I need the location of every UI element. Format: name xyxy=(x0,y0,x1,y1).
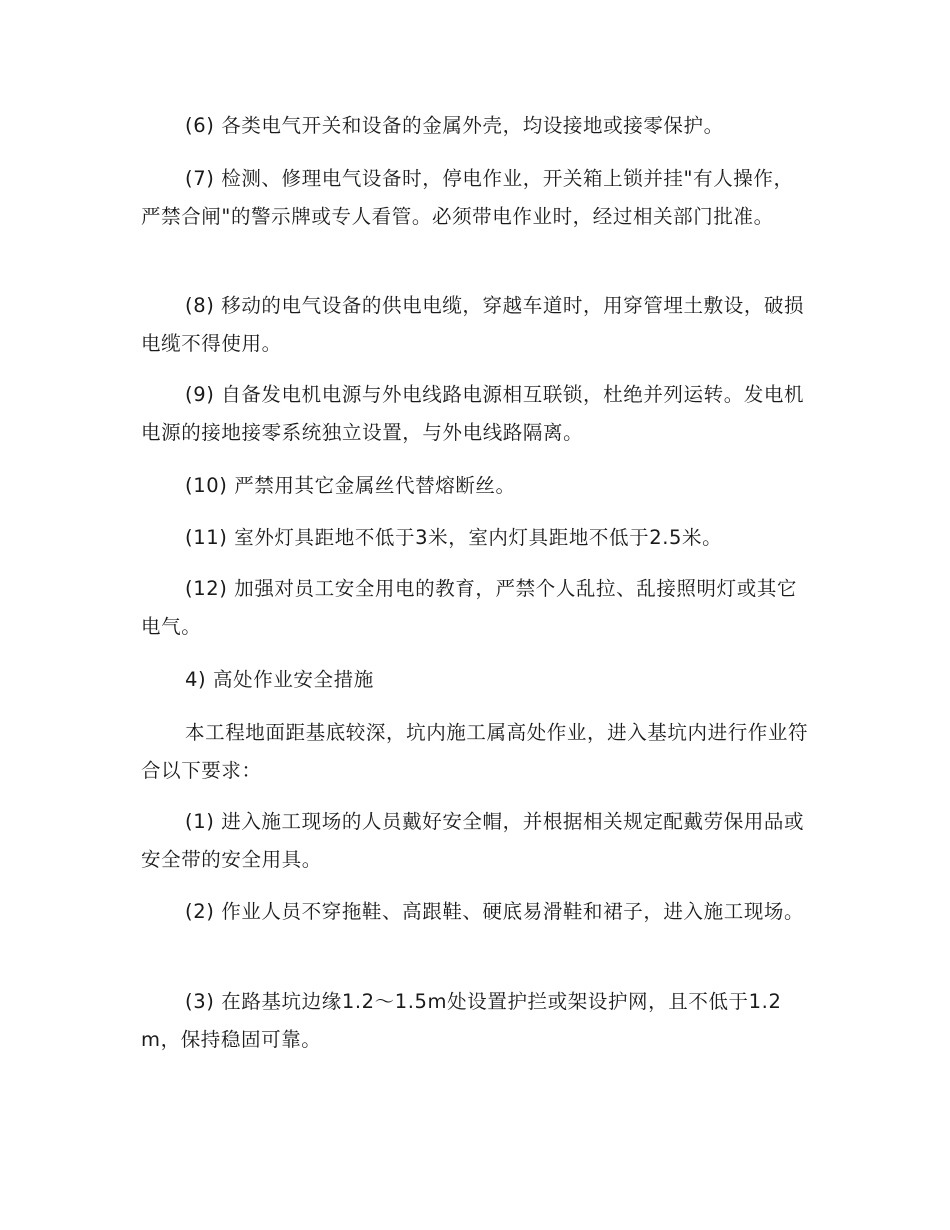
paragraph-3: (3) 在路基坑边缘1.2～1.5m处设置护拦或架设护网，且不低于1.2m，保持稳固可靠。 xyxy=(141,990,782,1051)
paragraph-6: (6) 各类电气开关和设备的金属外壳，均设接地或接零保护。 xyxy=(185,114,724,137)
paragraph-2: (2) 作业人员不穿拖鞋、高跟鞋、硬底易滑鞋和裙子，进入施工现场。 xyxy=(185,900,805,923)
paragraph-10: (10) 严禁用其它金属丝代替熔断丝。 xyxy=(185,474,516,497)
paragraph-8: (8) 移动的电气设备的供电电缆，穿越车道时，用穿管埋土敷设，破损电缆不得使用。 xyxy=(141,294,805,355)
paragraph-12: (12) 加强对员工安全用电的教育，严禁个人乱拉、乱接照明灯或其它电气。 xyxy=(141,577,798,638)
paragraph-1: (1) 进入施工现场的人员戴好安全帽，并根据相关规定配戴劳保用品或安全带的安全用具。 xyxy=(141,810,805,871)
paragraph-9: (9) 自备发电机电源与外电线路电源相互联锁，杜绝并列运转。发电机电源的接地接零系统独立设置，与外电线路隔离。 xyxy=(141,383,805,444)
paragraph-11: (11) 室外灯具距地不低于3米，室内灯具距地不低于2.5米。 xyxy=(185,526,723,549)
paragraph-7: (7) 检测、修理电气设备时，停电作业，开关箱上锁并挂"有人操作，严禁合闸"的警示牌或专人看管。必须带电作业时，经过相关部门批准。 xyxy=(141,167,794,228)
section-heading: 4) 高处作业安全措施 xyxy=(185,668,374,691)
paragraph-intro: 本工程地面距基底较深，坑内施工属高处作业，进入基坑内进行作业符合以下要求： xyxy=(141,721,809,782)
